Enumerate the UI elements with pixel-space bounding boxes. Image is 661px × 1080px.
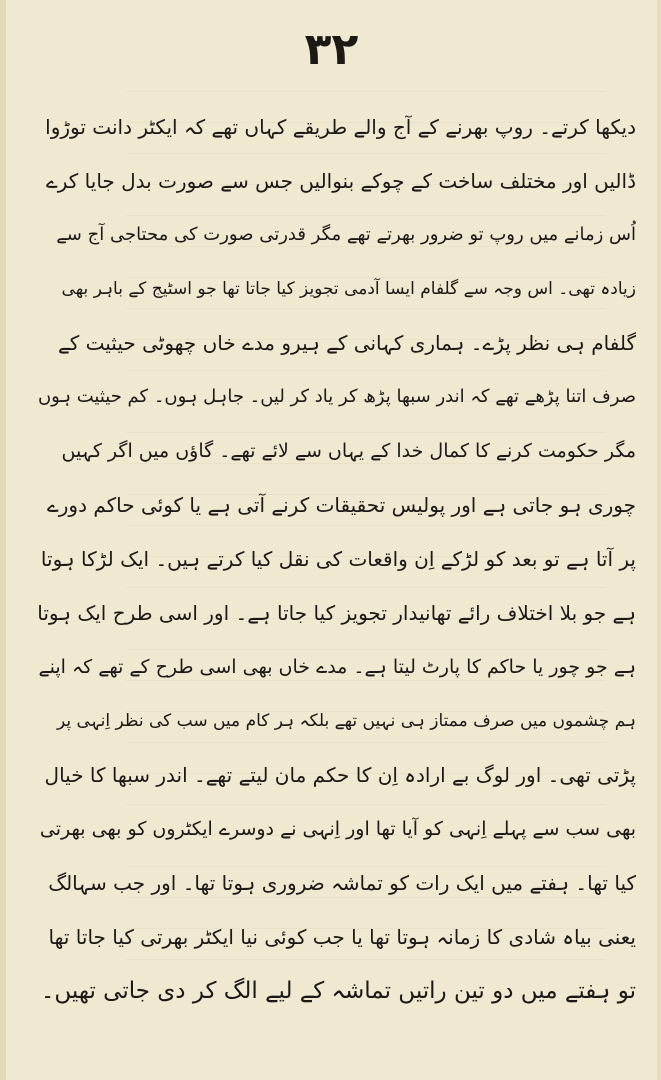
text-line: چوری ہو جاتی ہے اور پولیس تحقیقات کرنے آتی ہے یا کوئی حاکم دورے bbox=[47, 493, 636, 517]
text-line: مگر حکومت کرنے کا کمال خدا کے یہاں سے لائے تھے۔ گاؤں میں اگر کہیں bbox=[61, 440, 636, 462]
text-line: پر آتا ہے تو بعد کو لڑکے اِن واقعات کی نقل کیا کرتے ہیں۔ ایک لڑکا ہوتا bbox=[40, 547, 636, 571]
text-line: زیادہ تھی۔ اس وجہ سے گلفام ایسا آدمی تجویز کیا جاتا تھا جو اسٹیج کے باہر بھی bbox=[61, 279, 636, 299]
text-line: ہے جو بلا اختلاف رائے تھانیدار تجویز کیا جاتا ہے۔ اور اسی طرح ایک ہوتا bbox=[37, 601, 636, 625]
text-line: تو ہفتے میں دو تین راتیں تماشہ کے لیے الگ کر دی جاتی تھیں۔ bbox=[40, 978, 636, 1004]
text-line: بھی سب سے پہلے اِنہی کو آیا تھا اور اِنہی نے دوسرے ایکٹروں کو بھی بھرتی bbox=[39, 818, 636, 840]
text-line: صرف اتنا پڑھے تھے کہ اندر سبھا پڑھ کر یاد کر لیں۔ جاہل ہوں۔ کم حیثیت ہوں bbox=[37, 386, 636, 407]
page-number: ۳۲ bbox=[304, 24, 359, 75]
text-line: ہے جو چور یا حاکم کا پارٹ لیتا ہے۔ مدے خاں بھی اسی طرح کے تھے کہ اپنے bbox=[38, 656, 636, 678]
text-line: یعنی بیاہ شادی کا زمانہ ہوتا تھا یا جب کوئی نیا ایکٹر بھرتی کیا جاتا تھا bbox=[48, 925, 636, 949]
text-line: اُس زمانے میں روپ تو ضرور بھرتے تھے مگر قدرتی صورت کی محتاجی آج سے bbox=[56, 224, 636, 245]
text-line: پڑتی تھی۔ اور لوگ بے ارادہ اِن کا حکم مان لیتے تھے۔ اندر سبھا کا خیال bbox=[44, 763, 636, 787]
text-line: کیا تھا۔ ہفتے میں ایک رات کو تماشہ ضروری ہوتا تھا۔ اور جب سہالگ bbox=[48, 871, 636, 895]
body-text bbox=[36, 100, 636, 1018]
text-line: ہم چشموں میں صرف ممتاز ہی نہیں تھے بلکہ ہر کام میں سب کی نظر اِنہی پر bbox=[57, 711, 636, 731]
text-line: ڈالیں اور مختلف ساخت کے چوکے بنوالیں جس سے صورت بدل جایا کرے bbox=[46, 169, 636, 193]
text-line: گلفام ہی نظر پڑے۔ ہماری کہانی کے ہیرو مدے خاں چھوٹی حیثیت کے bbox=[58, 331, 636, 355]
text-line: دیکھا کرتے۔ روپ بھرنے کے آج والے طریقے کہاں تھے کہ ایکٹر دانت توڑوا bbox=[45, 115, 636, 139]
